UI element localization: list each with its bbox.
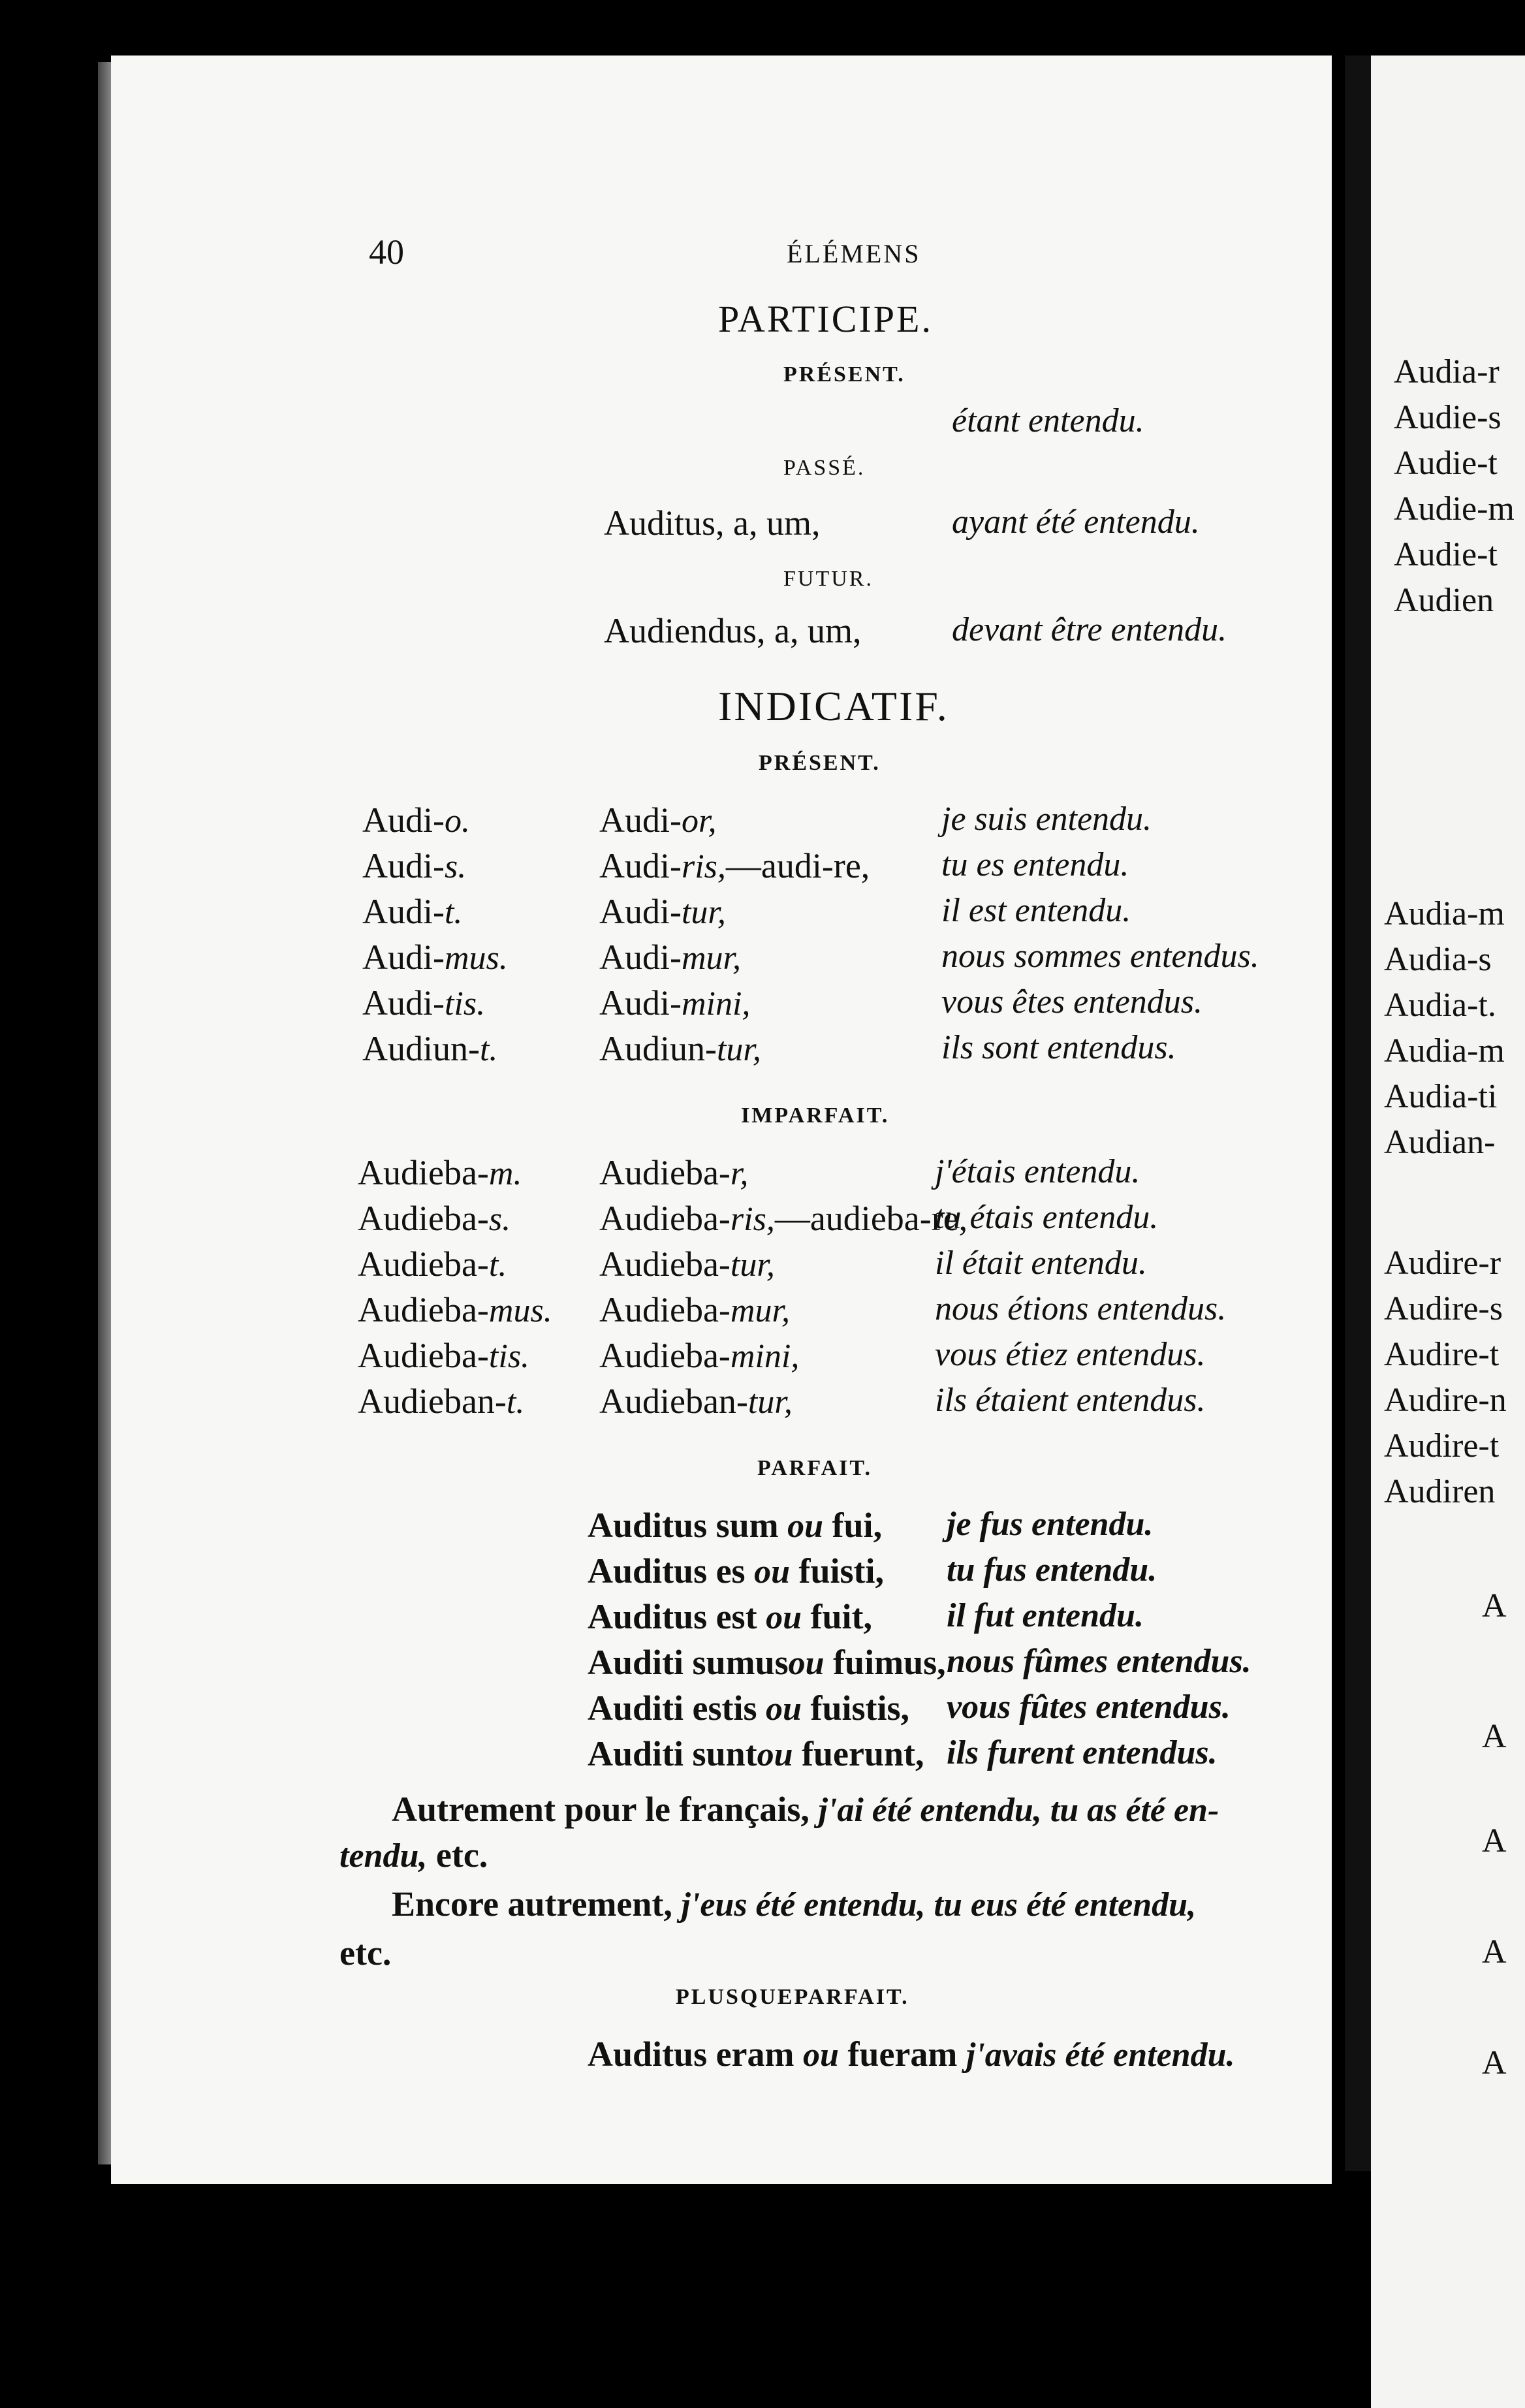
active-stem: Audieba-	[358, 1199, 489, 1238]
encore-lead: Encore autrement,	[392, 1884, 672, 1924]
passive-stem: Audi-	[599, 800, 682, 840]
active-ending: m.	[488, 1155, 522, 1192]
plusque-latin-a: Auditus eram	[588, 2035, 804, 2074]
french-translation: tu es entendu.	[941, 846, 1129, 883]
passive-alt-form: —audieba-re,	[774, 1199, 968, 1238]
active-form	[358, 1290, 552, 1330]
french-translation: vous étiez entendus.	[935, 1336, 1206, 1373]
active-stem: Audi-	[362, 800, 445, 840]
parfait-french: tu fus entendu.	[947, 1551, 1157, 1589]
parfait-latin-b: fuimus,	[824, 1643, 946, 1682]
passive-ending: mini,	[681, 985, 751, 1022]
parfait-french: nous fûmes entendus.	[947, 1643, 1251, 1680]
passive-ending: r,	[730, 1155, 749, 1192]
facing-page-line: A	[1482, 2044, 1507, 2082]
autrement-etc: etc.	[435, 1835, 488, 1875]
active-stem: Audieba-	[358, 1244, 489, 1284]
plusqueparfait-line	[588, 2034, 1235, 2074]
active-stem: Audi-	[362, 892, 445, 931]
parfait-french: ils furent entendus.	[947, 1734, 1218, 1771]
active-stem: Audi-	[362, 983, 445, 1022]
passive-stem: Audieba-	[599, 1290, 731, 1329]
passive-ending: tur,	[716, 1031, 761, 1068]
parfait-ou: ou	[757, 1736, 793, 1773]
active-form	[358, 1335, 529, 1376]
passive-form	[599, 1028, 761, 1069]
active-ending: t.	[444, 894, 463, 931]
passive-stem: Audi-	[599, 938, 682, 977]
parfait-latin	[588, 1551, 884, 1591]
passive-ending: or,	[681, 802, 717, 840]
active-form	[358, 1244, 507, 1284]
active-form	[358, 1152, 522, 1193]
facing-page-line: A	[1482, 1933, 1507, 1971]
parfait-latin-a: Auditus est	[588, 1597, 766, 1636]
active-stem: Audieba-	[358, 1336, 489, 1375]
passive-ending: ris,	[730, 1201, 775, 1238]
parfait-latin	[588, 1734, 924, 1774]
active-form	[362, 891, 462, 932]
participe-futur-latin: Audiendus, a, um,	[604, 611, 862, 650]
section-title-indicatif: INDICATIF.	[718, 683, 949, 729]
parfait-latin	[588, 1688, 909, 1728]
encore-line-1	[392, 1884, 1196, 1924]
passive-stem: Audi-	[599, 892, 682, 931]
passive-form	[599, 1152, 748, 1193]
facing-page-line: Audire-t	[1384, 1336, 1500, 1373]
plusque-fr: j'avais été entendu.	[966, 2036, 1235, 2074]
active-stem: Audiun-	[362, 1029, 480, 1068]
parfait-french: je fus entendu.	[947, 1506, 1154, 1543]
parfait-latin	[588, 1642, 946, 1683]
autrement-fr: j'ai été entendu, tu as été en-	[818, 1792, 1219, 1829]
active-form	[362, 800, 470, 840]
facing-page-line: Audian-	[1384, 1124, 1496, 1161]
facing-page-line: Audia-r	[1394, 353, 1500, 390]
plusque-latin-b: fueram	[838, 2035, 958, 2074]
parfait-ou: ou	[788, 1645, 825, 1682]
section-title-participe: PARTICIPE.	[718, 298, 933, 340]
french-translation: ils étaient entendus.	[935, 1382, 1206, 1419]
parfait-latin	[588, 1596, 872, 1637]
facing-page-line: Audie-m	[1394, 490, 1515, 528]
tense-label-present: PRÉSENT.	[783, 362, 905, 387]
participe-passe-fr: ayant été entendu.	[952, 503, 1200, 541]
parfait-french: vous fûtes entendus.	[947, 1688, 1231, 1726]
passive-ending: mur,	[730, 1292, 790, 1329]
active-ending: s.	[444, 848, 467, 885]
parfait-latin-b: fuistis,	[801, 1688, 910, 1728]
passive-ending: tur,	[730, 1246, 775, 1284]
page-number: 40	[369, 232, 404, 272]
passive-stem: Audi-	[599, 983, 682, 1022]
facing-page-line: A	[1482, 1718, 1507, 1755]
active-stem: Audieban-	[358, 1382, 507, 1421]
facing-page-line: Audia-ti	[1384, 1078, 1498, 1115]
running-head: ÉLÉMENS	[787, 239, 921, 268]
passive-form	[599, 1290, 790, 1330]
parfait-ou: ou	[766, 1690, 802, 1728]
page-gutter	[1345, 55, 1371, 2171]
facing-page-line: Audie-t	[1394, 536, 1498, 573]
parfait-ou: ou	[754, 1553, 790, 1591]
autrement-line-1	[392, 1789, 1219, 1830]
passive-alt-form: —audi-re,	[725, 846, 870, 885]
encore-fr: j'eus été entendu, tu eus été entendu,	[681, 1886, 1197, 1924]
facing-page-line: Audire-n	[1384, 1382, 1507, 1419]
active-stem: Audieba-	[358, 1290, 489, 1329]
passive-stem: Audieba-	[599, 1244, 731, 1284]
active-form	[358, 1381, 524, 1421]
parfait-latin-a: Auditi sumus	[588, 1643, 789, 1682]
facing-page-line: Audire-t	[1384, 1427, 1500, 1465]
parfait-ou: ou	[766, 1599, 802, 1636]
french-translation: il était entendu.	[935, 1244, 1147, 1282]
active-form	[358, 1198, 511, 1239]
passive-ending: tur,	[681, 894, 726, 931]
tense-label-passe: PASSÉ.	[783, 456, 866, 480]
french-translation: tu étais entendu.	[935, 1199, 1159, 1236]
passive-form	[599, 1244, 775, 1284]
tense-label-parfait: PARFAIT.	[757, 1456, 873, 1480]
parfait-latin-b: fuerunt,	[793, 1734, 924, 1773]
passive-form	[599, 1335, 799, 1376]
french-translation: nous sommes entendus.	[941, 938, 1259, 975]
active-form	[362, 1028, 497, 1069]
french-translation: je suis entendu.	[941, 800, 1152, 838]
facing-page	[1371, 55, 1525, 2408]
active-ending: s.	[488, 1201, 511, 1238]
facing-page-line: Audien	[1394, 582, 1494, 619]
passive-form	[599, 1198, 967, 1239]
active-ending: mus.	[488, 1292, 552, 1329]
french-translation: il est entendu.	[941, 892, 1131, 929]
facing-page-line: Audire-r	[1384, 1244, 1501, 1282]
autrement-lead: Autrement pour le français,	[392, 1790, 810, 1829]
active-ending: mus.	[444, 940, 508, 977]
active-form	[362, 846, 466, 886]
active-stem: Audi-	[362, 846, 445, 885]
passive-stem: Audi-	[599, 846, 682, 885]
french-translation: nous étions entendus.	[935, 1290, 1227, 1327]
active-ending: t.	[488, 1246, 507, 1284]
plusque-ou: ou	[803, 2036, 839, 2074]
active-ending: tis.	[444, 985, 486, 1022]
passive-stem: Audieba-	[599, 1153, 731, 1192]
facing-page-line: A	[1482, 1822, 1507, 1860]
facing-page-line: Audia-s	[1384, 941, 1492, 978]
passive-form	[599, 846, 870, 886]
facing-page-line: Audire-s	[1384, 1290, 1503, 1327]
facing-page-line: Audia-t.	[1384, 987, 1496, 1024]
autrement-fr-cont: tendu,	[339, 1837, 428, 1875]
active-form	[362, 983, 485, 1023]
parfait-latin-a: Auditus sum	[588, 1506, 788, 1545]
book-page	[111, 55, 1332, 2184]
facing-page-line: Audia-m	[1384, 1032, 1505, 1069]
active-stem: Audi-	[362, 938, 445, 977]
active-ending: t.	[479, 1031, 498, 1068]
participe-passe-latin: Auditus, a, um,	[604, 503, 821, 543]
parfait-latin-b: fuit,	[801, 1597, 872, 1636]
passive-ending: mini,	[730, 1338, 800, 1375]
facing-page-line: Audiren	[1384, 1473, 1496, 1510]
passive-form	[599, 891, 726, 932]
tense-label-indicatif-present: PRÉSENT.	[759, 751, 881, 775]
parfait-ou: ou	[787, 1508, 824, 1545]
parfait-french: il fut entendu.	[947, 1597, 1144, 1634]
passive-ending: mur,	[681, 940, 742, 977]
passive-form	[599, 983, 750, 1023]
passive-form	[599, 800, 716, 840]
parfait-latin-a: Auditus es	[588, 1551, 755, 1591]
french-translation: j'étais entendu.	[935, 1153, 1140, 1190]
facing-page-line: A	[1482, 1587, 1507, 1624]
passive-form	[599, 1381, 793, 1421]
participe-present-fr: étant entendu.	[952, 402, 1144, 439]
encore-etc: etc.	[339, 1933, 392, 1972]
active-form	[362, 937, 508, 977]
active-ending: tis.	[488, 1338, 530, 1375]
tense-label-plusqueparfait: PLUSQUEPARFAIT.	[676, 1985, 909, 2009]
facing-page-line: Audie-t	[1394, 445, 1498, 482]
parfait-latin-a: Auditi estis	[588, 1688, 766, 1728]
facing-page-line: Audia-m	[1384, 895, 1505, 932]
parfait-latin-a: Auditi sunt	[588, 1734, 757, 1773]
passive-stem: Audieban-	[599, 1382, 748, 1421]
participe-futur-fr: devant être entendu.	[952, 611, 1227, 648]
french-translation: ils sont entendus.	[941, 1029, 1176, 1066]
passive-stem: Audiun-	[599, 1029, 717, 1068]
passive-ending: ris,	[681, 848, 726, 885]
passive-form	[599, 937, 741, 977]
passive-stem: Audieba-	[599, 1336, 731, 1375]
tense-label-futur: FUTUR.	[783, 567, 873, 591]
facing-page-line: Audie-s	[1394, 399, 1501, 436]
passive-stem: Audieba-	[599, 1199, 731, 1238]
active-stem: Audieba-	[358, 1153, 489, 1192]
autrement-line-2	[339, 1835, 488, 1875]
parfait-latin	[588, 1505, 882, 1545]
tense-label-imparfait: IMPARFAIT.	[741, 1103, 890, 1128]
passive-ending: tur,	[747, 1384, 793, 1421]
active-ending: o.	[444, 802, 470, 840]
parfait-latin-b: fuisti,	[790, 1551, 885, 1591]
active-ending: t.	[506, 1384, 525, 1421]
french-translation: vous êtes entendus.	[941, 983, 1203, 1021]
parfait-latin-b: fui,	[823, 1506, 883, 1545]
